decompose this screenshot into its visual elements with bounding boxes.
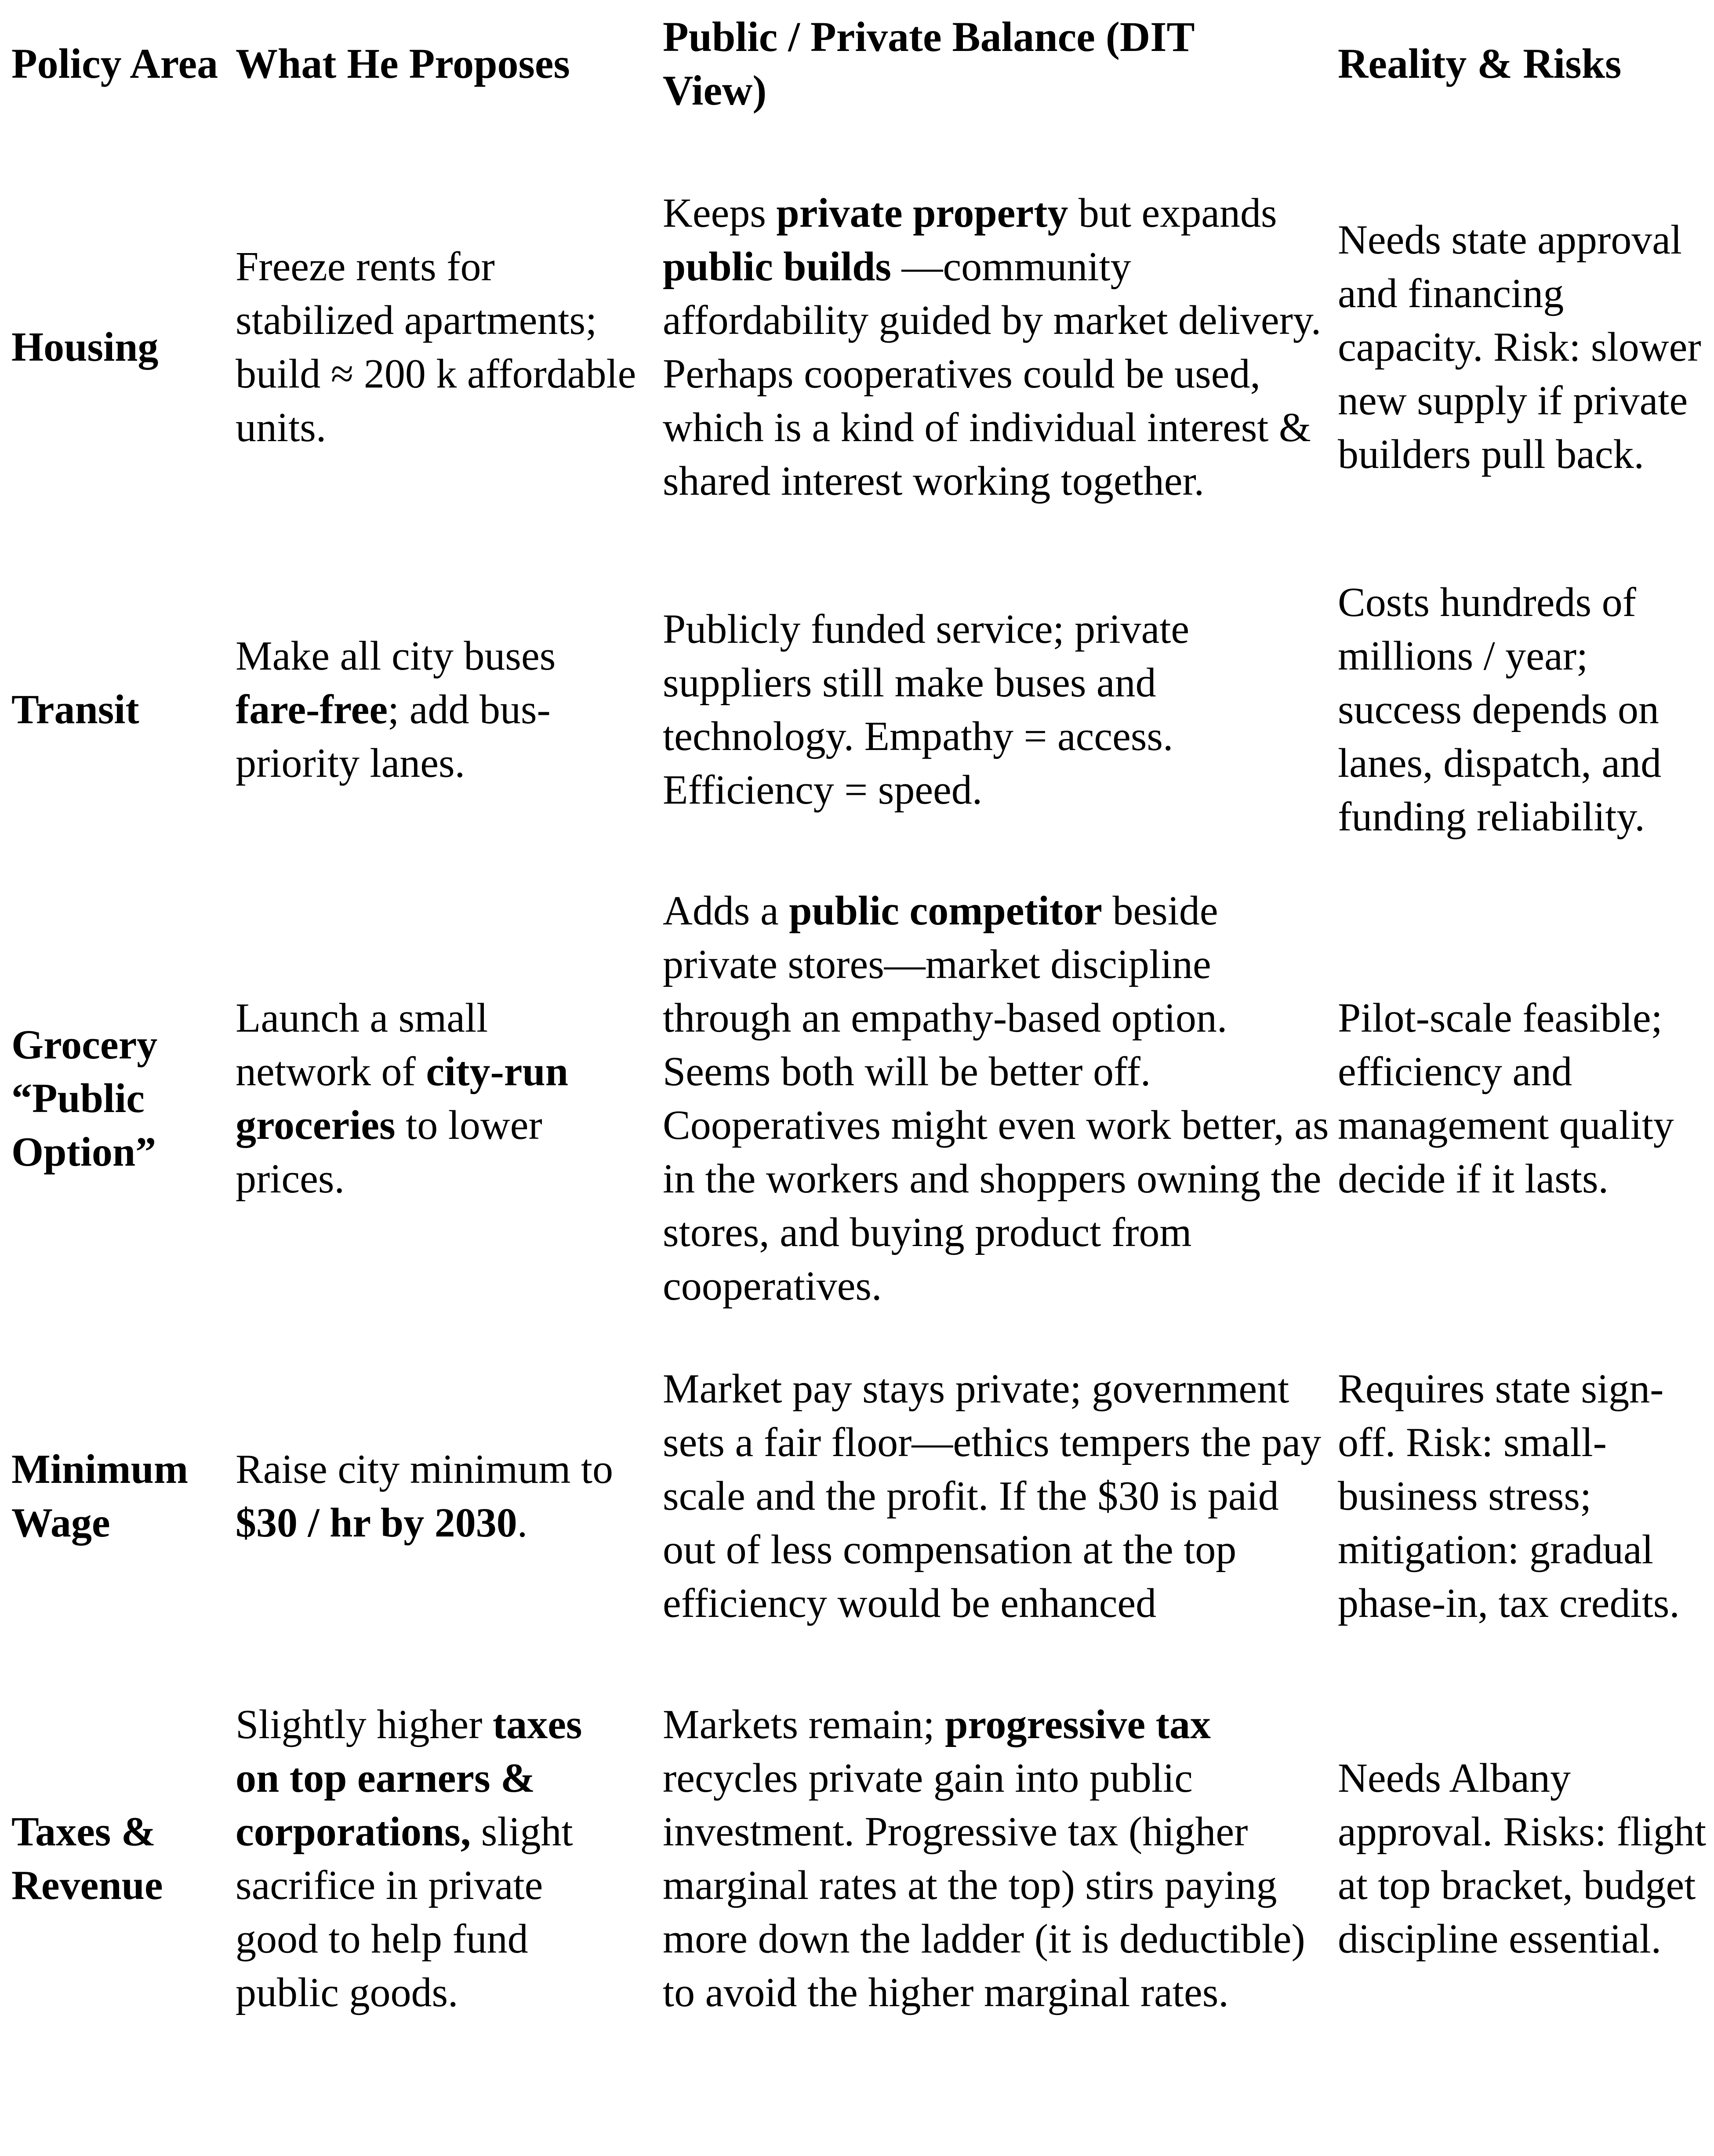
row-grocery-area (11, 892, 205, 1305)
row-grocery-balance (663, 883, 1335, 1314)
text-run-bold: private property (776, 190, 1068, 236)
row-proposal-text: Freeze rents for stabilized apartments; build ≈ 200 k affordable units. (236, 244, 636, 450)
text-run: Markets remain; (663, 1702, 945, 1747)
row-area-label: Housing (11, 324, 159, 370)
row-housing-area (11, 163, 231, 532)
text-run: slight sacrifice in private good to help fund public goods. (236, 1809, 573, 2015)
text-run: recycles private gain into public investment. Progressive tax (higher marginal rates at the top) stirs paying more down the ladder (it is deductible) to avoid the higher marginal rates. (663, 1755, 1305, 2015)
row-balance-text: Market pay stays private; government sets a fair floor—ethics tempers the pay scale and the profit. If the $30 is paid out of less compensation at the top efficiency would be enhanced (663, 1366, 1322, 1626)
row-proposal-text (236, 991, 631, 1206)
row-transit-reality (1338, 576, 1707, 844)
text-run: Raise city minimum to (236, 1446, 613, 1492)
header-policy-area (11, 35, 240, 92)
text-run: Adds a (663, 888, 789, 934)
header-what-he-proposes-text: What He Proposes (236, 40, 570, 87)
header-balance (663, 9, 1234, 119)
text-run: but expands (1068, 190, 1277, 236)
text-run-bold: public builds (663, 244, 891, 290)
row-balance-text (663, 1698, 1331, 2019)
text-run: Make all city buses (236, 633, 556, 679)
text-run: to lower prices. (236, 1102, 542, 1202)
header-what-he-proposes (236, 35, 649, 92)
row-transit-balance (663, 576, 1260, 844)
row-taxes-area (11, 1670, 205, 2047)
row-grocery-proposal (236, 892, 631, 1305)
row-transit-area (11, 576, 231, 844)
row-reality-text: Pilot-scale feasible; efficiency and management quality decide if it lasts. (1338, 995, 1674, 1202)
header-reality-risks-text: Reality & Risks (1338, 40, 1622, 87)
text-run: —community affordability guided by market delivery. Perhaps cooperatives could be used, which is a kind of individual interest & shared interest working together. (663, 244, 1322, 504)
row-reality-text: Costs hundreds of millions / year; success depends on lanes, dispatch, and funding reliability. (1338, 580, 1662, 840)
row-housing-reality (1338, 163, 1707, 532)
header-balance-text: Public / Private Balance (DIT View) (663, 13, 1194, 114)
row-taxes-balance (663, 1670, 1331, 2047)
text-run-bold: taxes on top earners & corporations, (236, 1702, 582, 1855)
row-taxes-proposal (236, 1670, 631, 2047)
row-reality-text: Requires state sign-off. Risk: small-business stress; mitigation: gradual phase-in, tax credits. (1338, 1366, 1680, 1626)
row-minimum-wage-reality (1338, 1358, 1707, 1634)
row-taxes-reality (1338, 1670, 1707, 2047)
text-run-bold: $30 / hr by 2030 (236, 1500, 517, 1546)
text-run: beside private stores—market discipline through an empathy-based option. Seems both will be better off. Cooperatives might even work better, as in the workers and shoppers owning the stores, and buying product from cooperatives. (663, 888, 1329, 1309)
row-area-label: Grocery “Public Option” (11, 1022, 158, 1175)
row-balance-text (663, 884, 1335, 1313)
row-reality-text: Needs state approval and financing capacity. Risk: slower new supply if private builders pull back. (1338, 217, 1701, 477)
row-minimum-wage-balance (663, 1358, 1340, 1634)
row-reality-text: Needs Albany approval. Risks: flight at top bracket, budget discipline essential. (1338, 1755, 1707, 1962)
row-proposal-text (236, 1442, 649, 1550)
header-policy-area-text: Policy Area (11, 40, 218, 87)
text-run-bold: fare-free (236, 687, 388, 732)
row-housing-balance (663, 158, 1331, 536)
row-area-label: Transit (11, 687, 139, 732)
row-balance-text: Publicly funded service; private suppliers still make buses and technology. Empathy = access. Efficiency = speed. (663, 606, 1190, 813)
text-run: . (517, 1500, 528, 1546)
text-run: Keeps (663, 190, 777, 236)
row-proposal-text (236, 629, 649, 790)
row-housing-proposal (236, 163, 649, 532)
row-grocery-reality (1338, 892, 1707, 1305)
text-run: Slightly higher (236, 1702, 493, 1747)
row-proposal-text (236, 1698, 631, 2019)
row-area-label: Taxes & Revenue (11, 1809, 163, 1908)
text-run-bold: progressive tax (945, 1702, 1211, 1747)
row-minimum-wage-proposal (236, 1358, 649, 1634)
text-run-bold: public competitor (789, 888, 1102, 934)
row-transit-proposal (236, 576, 649, 844)
row-balance-text (663, 186, 1331, 508)
text-run-bold: city-run groceries (236, 1049, 569, 1148)
text-run: ; add bus-priority lanes. (236, 687, 551, 786)
row-minimum-wage-area (11, 1358, 214, 1634)
header-reality-risks (1338, 35, 1707, 92)
text-run: Launch a small network of (236, 995, 488, 1094)
row-area-label: Minimum Wage (11, 1446, 189, 1546)
